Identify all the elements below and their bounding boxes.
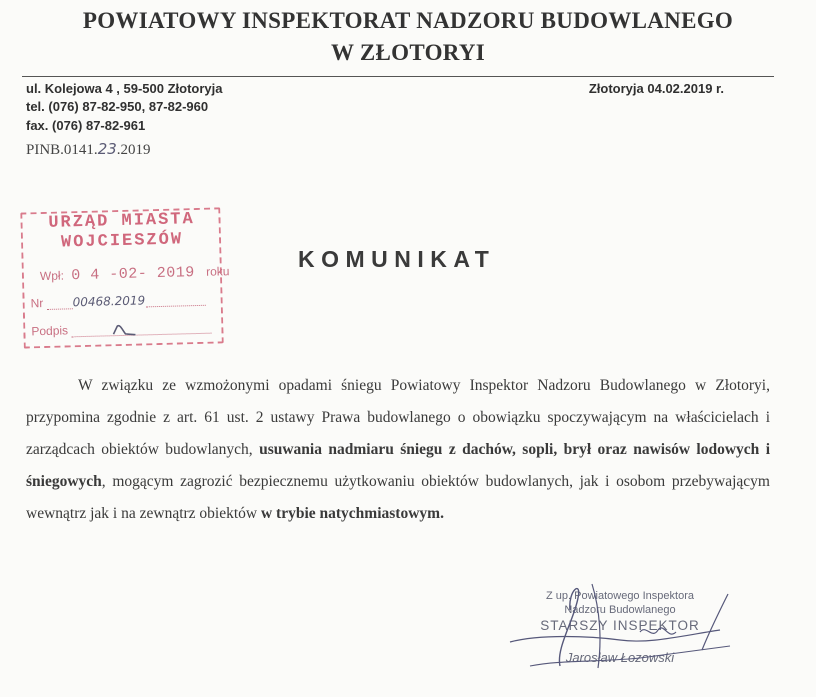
document-title: KOMUNIKAT bbox=[298, 246, 496, 272]
stamp-number-label: Nr bbox=[30, 296, 44, 311]
case-reference-suffix: .2019 bbox=[116, 142, 151, 158]
stamp-office-line1: URZĄD MIASTA bbox=[48, 210, 195, 233]
signature-title: STARSZY INSPEKTOR bbox=[540, 618, 700, 633]
body-intro: W związku ze wzmożonymi opadami śniegu Powiatowy Inspektor Nadzoru Budowlanego w Złotoryi, przypomina zgodnie z art. 61 ust. 2 ustawy Prawa budowlanego o obowiązku spoczywającym na właścicielach i zarządcach obiektów budowlanych, bbox=[26, 377, 770, 458]
address-fax: fax. (076) 87-82-961 bbox=[26, 118, 146, 133]
case-reference-prefix: PINB.0141. bbox=[26, 142, 98, 158]
signature-line1: Z up. Powiatowego Inspektora bbox=[546, 590, 694, 602]
office-name-line1: POWIATOWY INSPEKTORAT NADZORU BUDOWLANEGO bbox=[82, 8, 734, 33]
stamp-received-date: 0 4 -02- 2019 bbox=[71, 264, 196, 285]
stamp-number-value: 00468.2019 bbox=[72, 293, 146, 310]
stamp-signature-label: Podpis bbox=[31, 323, 69, 339]
handwritten-signature bbox=[470, 570, 750, 680]
body-emphasis-snow-removal: usuwania nadmiaru śniegu z dachów, sopli, brył oraz nawisów lodowych i śniegowych bbox=[26, 441, 770, 490]
stamp-office-line2: WOJCIESZÓW bbox=[60, 230, 184, 253]
stamp-received-label: Wpł: bbox=[39, 268, 65, 284]
stamp-signature-scribble bbox=[111, 321, 151, 338]
received-stamp bbox=[20, 207, 230, 346]
address-phone: tel. (076) 87-82-950, 87-82-960 bbox=[26, 99, 209, 114]
signature-name: Jarosław Łozowski bbox=[565, 650, 675, 665]
signature-line2: Nadzoru Budowlanego bbox=[564, 604, 676, 616]
body-emphasis-immediately: w trybie natychmiastowym. bbox=[260, 505, 444, 522]
stamp-year-label: roku bbox=[205, 264, 230, 279]
case-reference-handwritten-number: 23 bbox=[97, 140, 117, 158]
case-reference bbox=[26, 140, 151, 159]
header-divider bbox=[22, 76, 774, 77]
announcement-body bbox=[26, 370, 770, 530]
address-street: ul. Kolejowa 4 , 59-500 Złotoryja bbox=[26, 81, 223, 96]
office-name-line2: W ZŁOTORYI bbox=[330, 40, 486, 65]
document-date: Złotoryja 04.02.2019 r. bbox=[588, 81, 724, 96]
body-continuation: , mogącym zagrozić bezpiecznemu użytkowaniu obiektów budowlanych, jak i osobom przebywającym wewnątrz jak i na zewnątrz obiektów bbox=[26, 473, 770, 522]
